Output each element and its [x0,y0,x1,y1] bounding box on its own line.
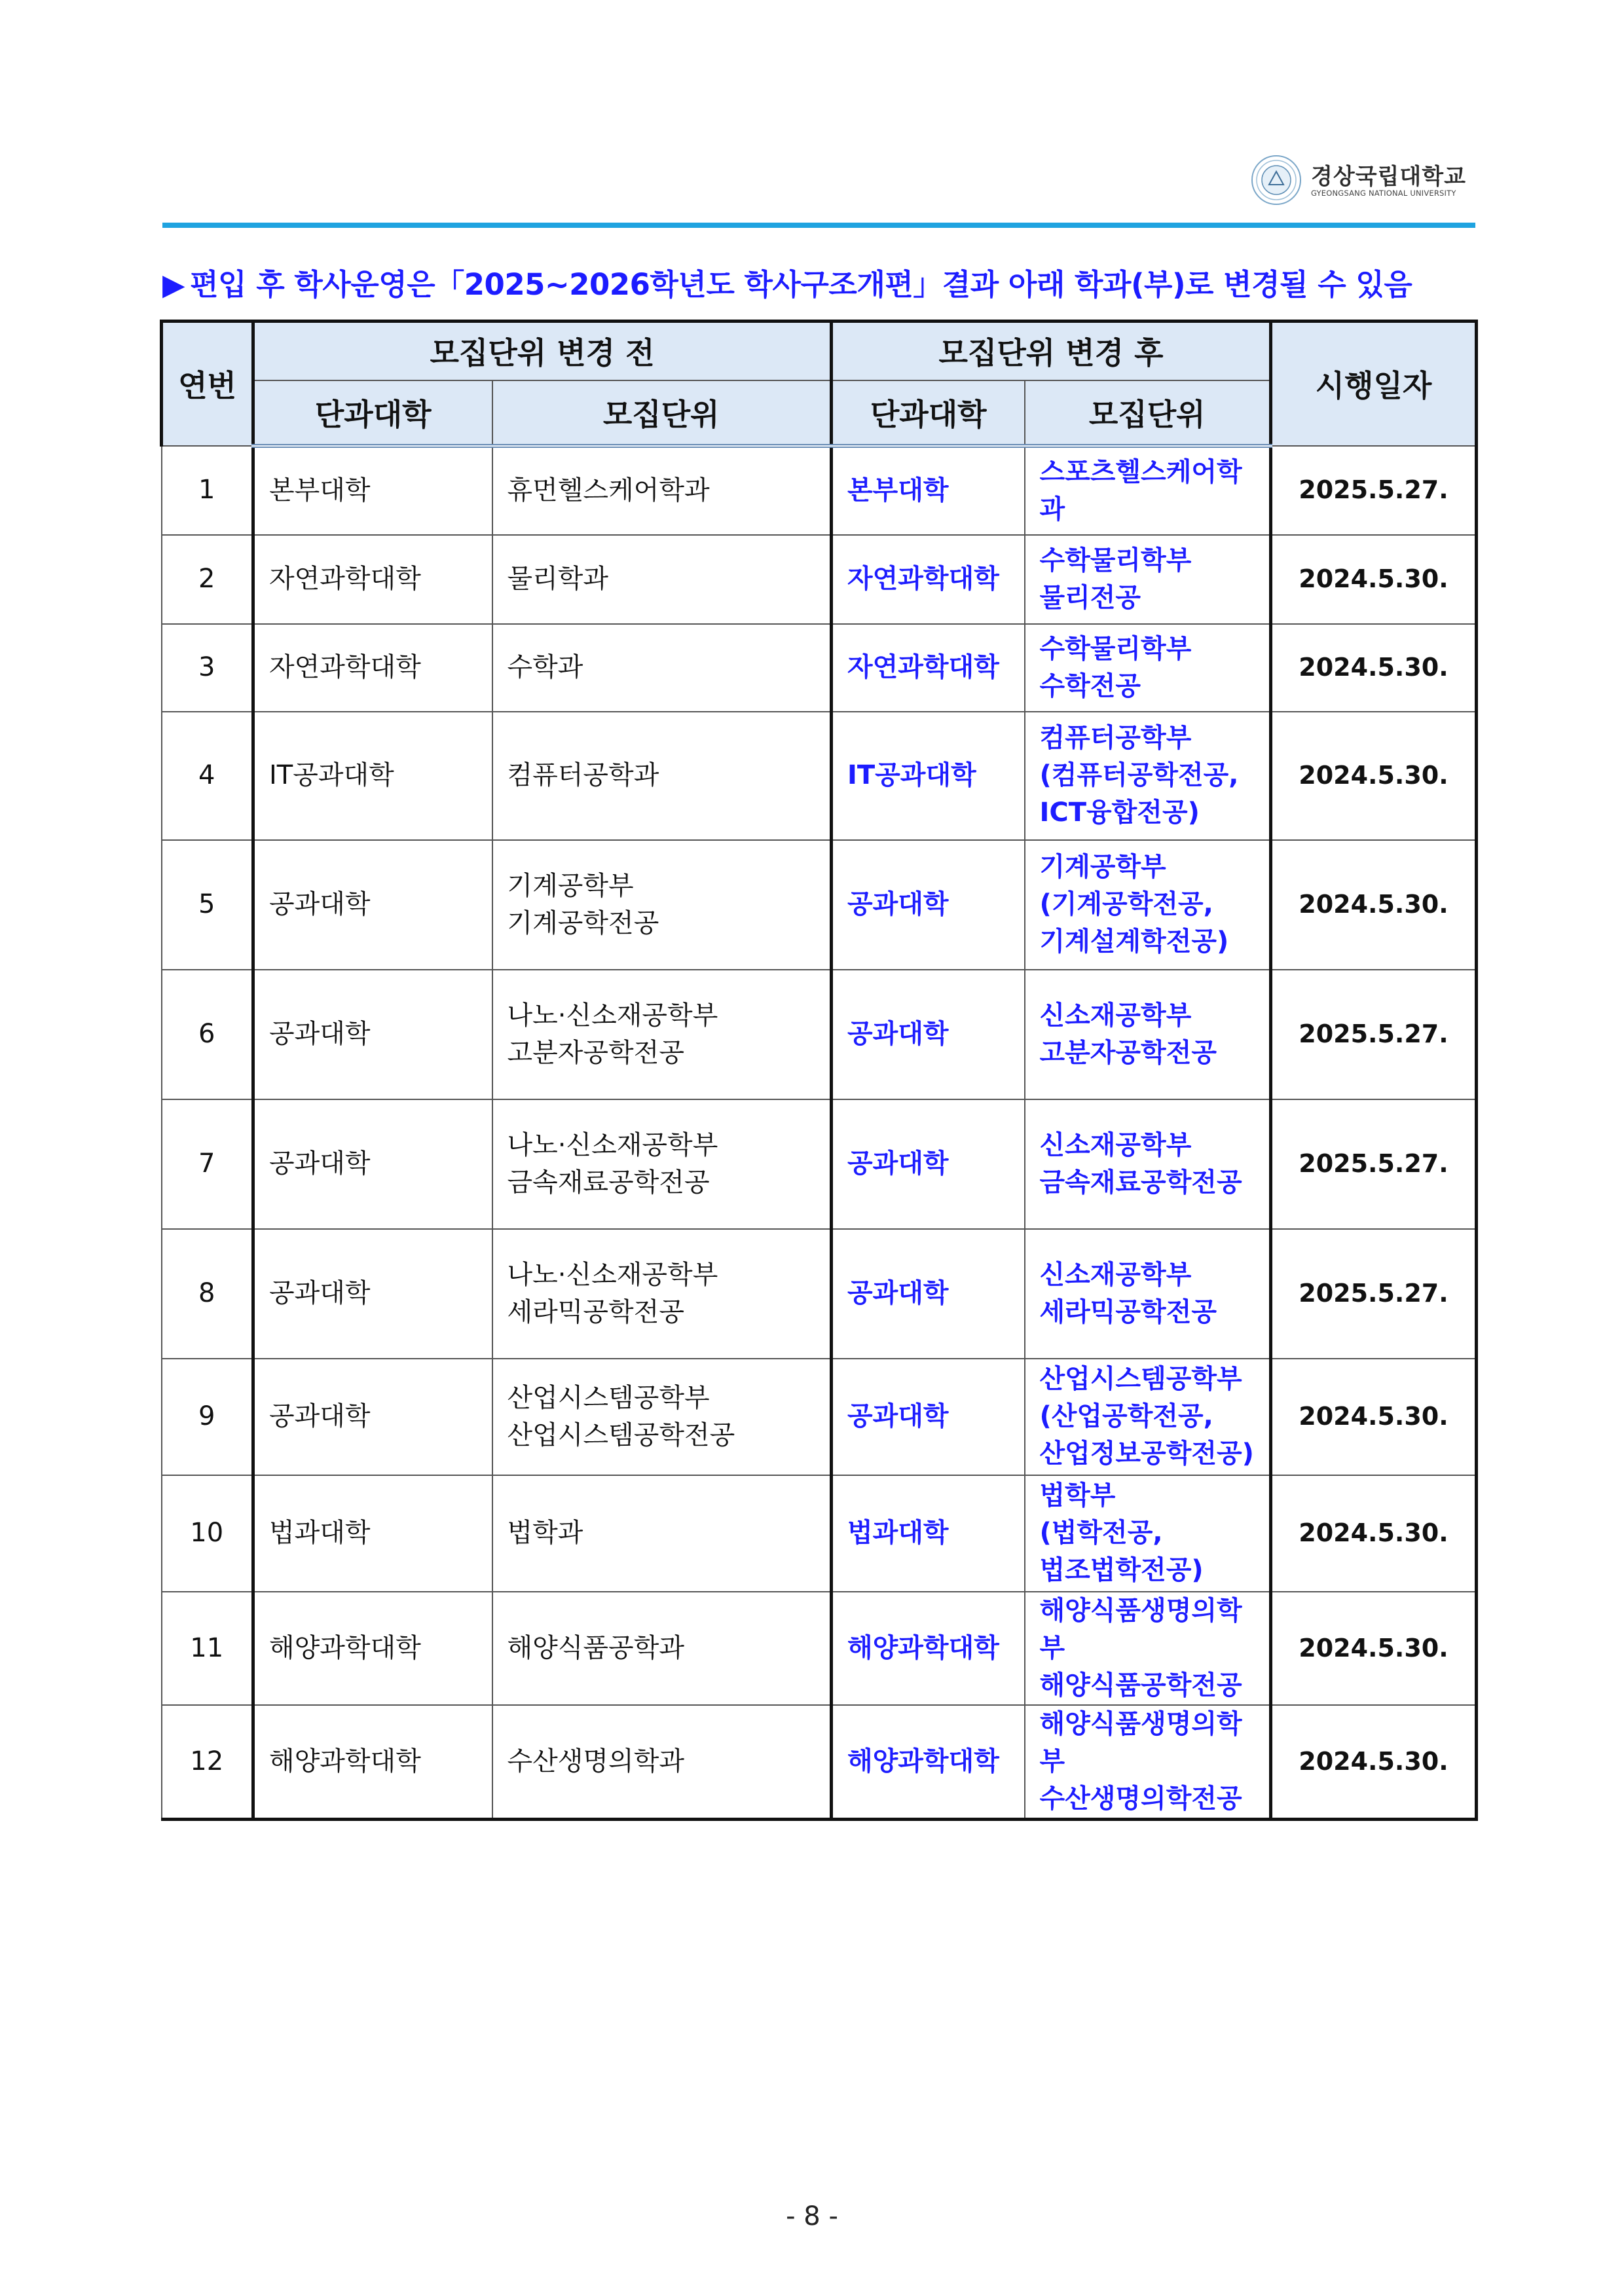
before-unit-line: 나노·신소재공학부 [507,1000,718,1031]
before-unit-line: 휴먼헬스케어학과 [507,475,710,505]
table-row [162,1475,1477,1592]
before-unit-line: 나노·신소재공학부 [507,1259,718,1290]
after-unit-line: ICT융합전공) [1039,798,1200,828]
row-number: 8 [162,1229,253,1359]
after-unit-line: 세라믹공학전공 [1039,1296,1217,1327]
after-unit-line: 고분자공학전공 [1039,1037,1217,1068]
after-unit-line: 산업시스템공학부 [1039,1364,1242,1394]
before-unit [492,1475,832,1592]
after-unit-line: (컴퓨터공학전공, [1039,760,1239,790]
after-unit-line: 산업정보공학전공) [1039,1439,1254,1469]
before-unit-line: 고분자공학전공 [507,1037,684,1068]
before-unit [492,446,832,535]
row-number: 1 [162,446,253,535]
before-college: 공과대학 [253,1099,492,1229]
col-header-after-unit: 모집단위 [1025,380,1271,446]
row-number: 9 [162,1359,253,1475]
table-row [162,1099,1477,1229]
before-unit-line: 세라믹공학전공 [507,1296,684,1327]
row-number: 7 [162,1099,253,1229]
after-college: 공과대학 [832,970,1025,1099]
effective-date: 2025.5.27. [1271,1229,1477,1359]
before-unit-line: 물리학과 [507,564,609,594]
before-college: 공과대학 [253,840,492,970]
department-change-table [160,320,1478,1821]
before-college: 법과대학 [253,1475,492,1592]
effective-date: 2024.5.30. [1271,1475,1477,1592]
before-college: 공과대학 [253,970,492,1099]
after-unit-line: (기계공학전공, [1039,889,1213,919]
before-unit [492,1229,832,1359]
before-unit-line: 해양식품공학과 [507,1632,684,1663]
before-unit [492,535,832,624]
after-unit-line: 신소재공학부 [1039,1129,1192,1160]
after-college: IT공과대학 [832,712,1025,840]
triangle-bullet-icon: ▶ [162,267,185,302]
table-row [162,1229,1477,1359]
effective-date: 2024.5.30. [1271,1592,1477,1705]
table-row [162,712,1477,840]
before-unit-line: 수학과 [507,652,583,682]
row-number: 4 [162,712,253,840]
after-unit-line: 수산생명의학전공 [1039,1783,1242,1814]
header-divider [162,223,1475,228]
after-unit [1025,1475,1271,1592]
after-unit [1025,1099,1271,1229]
university-logo [1251,155,1473,207]
after-college: 법과대학 [832,1475,1025,1592]
before-unit-line: 법학과 [507,1518,583,1548]
after-college: 자연과학대학 [832,624,1025,712]
col-header-after-college: 단과대학 [832,380,1025,446]
before-unit-line: 기계공학부 [507,870,634,901]
after-unit [1025,1359,1271,1475]
col-group-after: 모집단위 변경 후 [832,321,1271,380]
row-number: 5 [162,840,253,970]
row-number: 11 [162,1592,253,1705]
effective-date: 2024.5.30. [1271,1359,1477,1475]
before-unit-line: 컴퓨터공학과 [507,760,659,790]
table-row [162,840,1477,970]
table-row [162,446,1477,535]
after-unit-line: 스포츠헬스케어학과 [1039,456,1242,524]
table-row [162,624,1477,712]
before-college: 자연과학대학 [253,624,492,712]
row-number: 3 [162,624,253,712]
col-header-num: 연번 [162,321,253,446]
university-seal-icon [1251,155,1302,206]
row-number: 6 [162,970,253,1099]
after-unit-line: 신소재공학부 [1039,1000,1192,1031]
logo-name: 경상국립대학교 [1311,164,1466,190]
table-body [162,446,1477,1820]
before-unit-line: 기계공학전공 [507,908,659,938]
col-group-before: 모집단위 변경 전 [253,321,832,380]
before-unit [492,624,832,712]
after-unit-line: 신소재공학부 [1039,1259,1192,1290]
after-unit-line: 수학물리학부 [1039,633,1192,664]
effective-date: 2024.5.30. [1271,840,1477,970]
after-college: 본부대학 [832,446,1025,535]
table-row [162,970,1477,1099]
after-college: 공과대학 [832,840,1025,970]
after-unit [1025,1705,1271,1820]
after-unit-line: 법조법학전공) [1039,1555,1204,1585]
col-header-before-unit: 모집단위 [492,380,832,446]
after-unit-line: 기계설계학전공) [1039,927,1229,957]
before-college: 자연과학대학 [253,535,492,624]
before-unit [492,840,832,970]
after-unit-line: 컴퓨터공학부 [1039,723,1192,753]
effective-date: 2025.5.27. [1271,446,1477,535]
after-unit-line: 해양식품생명의학부 [1039,1595,1242,1663]
after-unit-line: 수학전공 [1039,670,1141,701]
effective-date: 2024.5.30. [1271,712,1477,840]
after-college: 공과대학 [832,1099,1025,1229]
page-number: - 8 - [786,2201,838,2231]
logo-subtitle: GYEONGSANG NATIONAL UNIVERSITY [1311,189,1456,198]
effective-date: 2024.5.30. [1271,624,1477,712]
effective-date: 2025.5.27. [1271,1099,1477,1229]
after-unit-line: 물리전공 [1039,582,1141,613]
before-college: 해양과학대학 [253,1705,492,1820]
before-unit-line: 수산생명의학과 [507,1746,684,1776]
row-number: 12 [162,1705,253,1820]
after-unit [1025,712,1271,840]
after-unit-line: (법학전공, [1039,1518,1163,1548]
after-unit [1025,840,1271,970]
after-unit [1025,970,1271,1099]
effective-date: 2024.5.30. [1271,535,1477,624]
before-college: 공과대학 [253,1359,492,1475]
table-row [162,1359,1477,1475]
before-unit [492,1705,832,1820]
before-unit-line: 산업시스템공학전공 [507,1420,735,1450]
row-number: 10 [162,1475,253,1592]
table-row [162,1705,1477,1820]
col-header-before-college: 단과대학 [253,380,492,446]
before-unit [492,1359,832,1475]
before-unit [492,712,832,840]
after-unit-line: 금속재료공학전공 [1039,1167,1242,1198]
after-unit [1025,1592,1271,1705]
before-unit [492,1592,832,1705]
section-title [162,261,1412,303]
after-unit [1025,624,1271,712]
before-unit-line: 금속재료공학전공 [507,1167,710,1198]
after-college: 해양과학대학 [832,1705,1025,1820]
effective-date: 2025.5.27. [1271,970,1477,1099]
effective-date: 2024.5.30. [1271,1705,1477,1820]
before-unit [492,970,832,1099]
after-unit [1025,535,1271,624]
before-unit [492,1099,832,1229]
after-college: 자연과학대학 [832,535,1025,624]
table-row [162,1592,1477,1705]
section-title-text: 편입 후 학사운영은「2025~2026학년도 학사구조개편」결과 아래 학과(부)로 변경될 수 있음 [190,267,1412,302]
table-row [162,535,1477,624]
after-college: 공과대학 [832,1359,1025,1475]
col-header-date: 시행일자 [1271,321,1477,446]
after-college: 공과대학 [832,1229,1025,1359]
after-unit [1025,446,1271,535]
after-unit-line: (산업공학전공, [1039,1401,1213,1431]
before-college: 본부대학 [253,446,492,535]
after-college: 해양과학대학 [832,1592,1025,1705]
before-unit-line: 나노·신소재공학부 [507,1129,718,1160]
before-college: 해양과학대학 [253,1592,492,1705]
before-college: 공과대학 [253,1229,492,1359]
before-college: IT공과대학 [253,712,492,840]
row-number: 2 [162,535,253,624]
before-unit-line: 산업시스템공학부 [507,1382,710,1413]
after-unit-line: 기계공학부 [1039,852,1166,882]
after-unit-line: 해양식품공학전공 [1039,1670,1242,1700]
after-unit [1025,1229,1271,1359]
after-unit-line: 수학물리학부 [1039,545,1192,576]
after-unit-line: 법학부 [1039,1480,1116,1511]
after-unit-line: 해양식품생명의학부 [1039,1708,1242,1776]
